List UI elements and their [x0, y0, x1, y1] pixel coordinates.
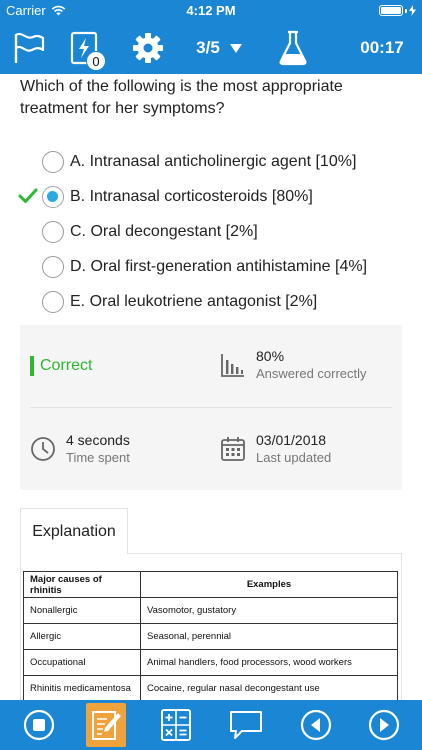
radio-button[interactable]: [42, 151, 64, 173]
choice-b[interactable]: [0, 179, 422, 214]
settings-button[interactable]: [128, 22, 168, 74]
choice-d[interactable]: [0, 249, 422, 284]
answer-stats-panel: [20, 325, 402, 490]
flag-icon: [12, 31, 46, 65]
notes-button[interactable]: [86, 703, 126, 747]
date-label: Last updated: [256, 450, 332, 465]
radio-button[interactable]: [42, 221, 64, 243]
stop-icon: [23, 709, 55, 741]
top-bar: [0, 0, 422, 74]
gear-icon: [132, 32, 164, 64]
question-counter-dropdown[interactable]: [186, 22, 252, 74]
end-block-button[interactable]: [20, 706, 58, 744]
calculator-button[interactable]: [156, 706, 196, 744]
notes-edit-icon: [90, 708, 122, 742]
radio-button[interactable]: [42, 256, 64, 278]
chat-icon: [228, 709, 264, 741]
rhinitis-causes-table: [23, 571, 398, 702]
table-row: [24, 650, 398, 676]
percent-correct-stat: [220, 347, 367, 382]
chevron-down-icon: [230, 44, 242, 53]
radio-button-selected[interactable]: [42, 186, 64, 208]
calculator-icon: [160, 708, 192, 742]
table-row: [24, 598, 398, 624]
clock-icon: [30, 436, 56, 462]
table-cell: Rhinitis medicamentosa: [24, 676, 141, 702]
question-toolbar: [0, 22, 422, 74]
tab-explanation[interactable]: Explanation: [20, 508, 128, 554]
table-header: Examples: [141, 572, 398, 598]
choice-a[interactable]: [0, 144, 422, 179]
status-bar: [0, 0, 422, 22]
radio-button[interactable]: [42, 291, 64, 313]
percent-label: Answered correctly: [256, 366, 367, 381]
feedback-button[interactable]: [226, 706, 266, 744]
question-text: Which of the following is the most appropriate treatment for her symptoms?: [20, 78, 343, 117]
time-label: Time spent: [66, 450, 130, 465]
next-icon: [368, 709, 400, 741]
carrier-label: Carrier: [6, 3, 46, 18]
table-header: Major causes of rhinitis: [24, 572, 141, 598]
result-bar: [30, 356, 34, 376]
timer: 00:17: [360, 38, 404, 57]
notes-flash-button[interactable]: [64, 22, 104, 74]
time-value: 4 seconds: [66, 432, 130, 448]
table-cell: Nonallergic: [24, 598, 141, 624]
table-row: [24, 624, 398, 650]
previous-question-button[interactable]: [297, 706, 335, 744]
notes-count-badge: 0: [86, 51, 106, 71]
last-updated-stat: [220, 431, 331, 466]
bottom-toolbar: [0, 700, 422, 750]
stats-divider: [30, 407, 392, 408]
table-cell: Seasonal, perennial: [141, 624, 398, 650]
table-row: [24, 676, 398, 702]
choice-label: B. Intranasal corticosteroids [80%]: [70, 187, 313, 205]
lab-values-button[interactable]: [272, 22, 314, 74]
percent-value: 80%: [256, 348, 285, 364]
status-time: 4:12 PM: [186, 3, 236, 18]
table-cell: Cocaine, regular nasal decongestant use: [141, 676, 398, 702]
choice-label: A. Intranasal anticholinergic agent [10%]: [70, 152, 357, 170]
question-counter: 3/5: [196, 38, 220, 57]
checkmark-icon: [18, 187, 38, 205]
result-indicator: [30, 356, 92, 376]
charging-icon: [409, 5, 416, 16]
table-header-row: [24, 572, 398, 598]
calendar-icon: [220, 436, 246, 462]
bar-chart-icon: [220, 352, 246, 378]
date-value: 03/01/2018: [256, 432, 327, 448]
time-spent-stat: [30, 431, 130, 466]
choice-c[interactable]: [0, 214, 422, 249]
flask-icon: [278, 30, 308, 66]
flag-button[interactable]: [8, 22, 50, 74]
result-label: Correct: [40, 357, 93, 374]
table-cell: Vasomotor, gustatory: [141, 598, 398, 624]
table-cell: Occupational: [24, 650, 141, 676]
table-cell: Allergic: [24, 624, 141, 650]
table-cell: Animal handlers, food processors, wood workers: [141, 650, 398, 676]
previous-icon: [300, 709, 332, 741]
choice-label: D. Oral first-generation antihistamine [4%]: [70, 257, 368, 275]
answer-choices: [0, 144, 422, 319]
battery-icon: [379, 5, 416, 16]
choice-label: E. Oral leukotriene antagonist [2%]: [70, 292, 318, 310]
choice-label: C. Oral decongestant [2%]: [70, 222, 258, 240]
choice-e[interactable]: [0, 284, 422, 319]
next-question-button[interactable]: [365, 706, 403, 744]
